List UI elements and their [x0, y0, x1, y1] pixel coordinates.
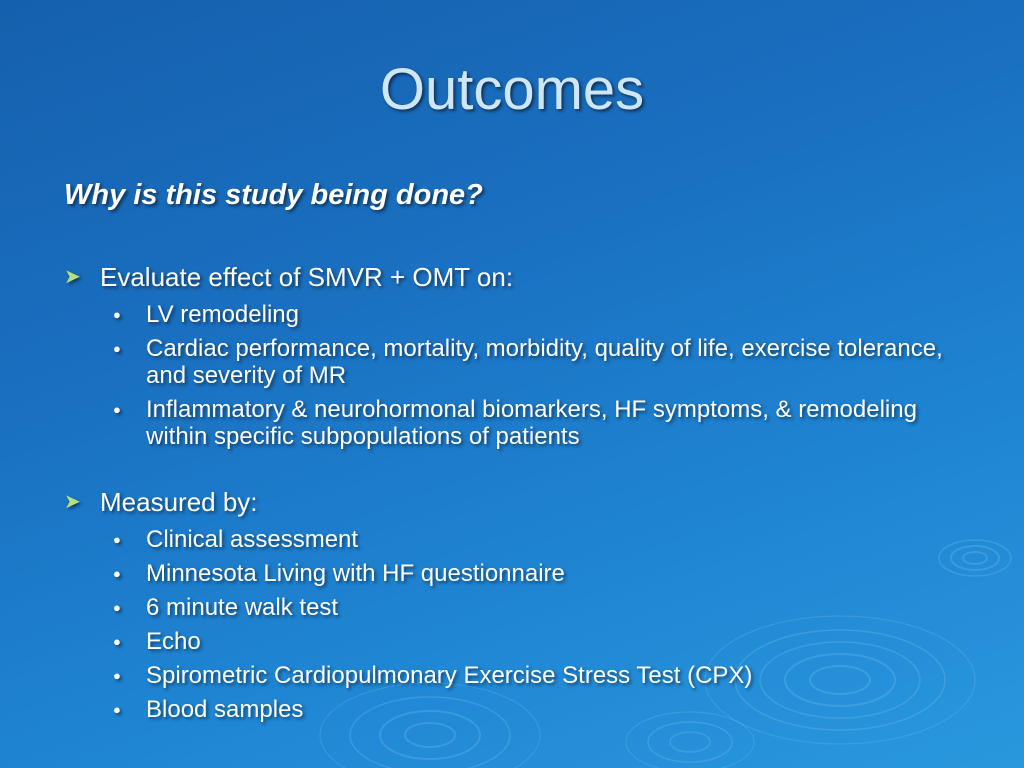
slide-title: Outcomes: [379, 57, 645, 122]
arrow-bullet-icon: ➤: [64, 266, 81, 288]
section-heading-text: Measured by:: [100, 487, 258, 517]
dot-bullet-icon: ●: [113, 341, 121, 356]
list-item-text: Blood samples: [146, 696, 304, 723]
list-item: [113, 560, 973, 587]
list-item: [113, 335, 973, 389]
list-item: [113, 301, 973, 328]
list-item-text: 6 minute walk test: [146, 594, 339, 621]
dot-bullet-icon: ●: [113, 307, 121, 322]
list-item: [113, 526, 973, 553]
list-item: [113, 628, 973, 655]
list-item-text: Inflammatory & neurohormonal biomarkers, HF symptoms, & remodeling within specific subpopulations of patients: [146, 396, 917, 450]
dot-bullet-icon: ●: [113, 634, 121, 649]
section-heading: [64, 487, 258, 518]
list-item: [113, 662, 973, 689]
arrow-bullet-icon: ➤: [64, 491, 81, 513]
dot-bullet-icon: ●: [113, 668, 121, 683]
list-item: [113, 396, 973, 450]
dot-bullet-icon: ●: [113, 600, 121, 615]
dot-bullet-icon: ●: [113, 532, 121, 547]
dot-bullet-icon: ●: [113, 702, 121, 717]
list-item-text: Spirometric Cardiopulmonary Exercise Stress Test (CPX): [146, 662, 753, 689]
section-heading-text: Evaluate effect of SMVR + OMT on:: [100, 262, 514, 292]
dot-bullet-icon: ●: [113, 402, 121, 417]
list-item-text: Cardiac performance, mortality, morbidity, quality of life, exercise tolerance, and severity of MR: [146, 335, 943, 389]
list-item-text: Echo: [146, 628, 201, 655]
list-item-text: LV remodeling: [146, 301, 299, 328]
list-item: [113, 594, 973, 621]
list-item-text: Clinical assessment: [146, 526, 359, 553]
dot-bullet-icon: ●: [113, 566, 121, 581]
list-item: [113, 696, 973, 723]
section-heading: [64, 262, 513, 293]
slide-subtitle: Why is this study being done?: [64, 179, 483, 211]
list-item-text: Minnesota Living with HF questionnaire: [146, 560, 565, 587]
